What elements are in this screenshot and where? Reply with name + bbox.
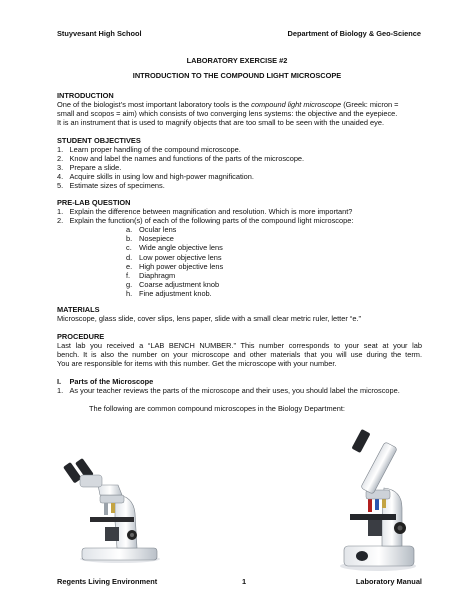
- list-item: c. Wide angle objective lens: [126, 243, 223, 253]
- list-item: 1. As your teacher reviews the parts of the microscope and their uses, you should label the microscope.: [57, 386, 400, 396]
- list-item: g. Coarse adjustment knob: [126, 279, 220, 289]
- parts-section: [57, 377, 422, 395]
- monocular-microscope-image: [322, 428, 427, 573]
- microscopes-caption: The following are common compound microscopes in the Biology Department:: [89, 404, 345, 413]
- footer-course: Regents Living Environment: [57, 577, 158, 586]
- objectives-section: [57, 136, 422, 191]
- introduction-heading: INTRODUCTION: [57, 91, 114, 100]
- list-item: e. High power objective lens: [126, 261, 224, 271]
- introduction-section: [57, 91, 422, 127]
- procedure-line-2: bench. It is also the number on your microscope and other materials that you will use during the term.: [57, 350, 422, 360]
- materials-section: [57, 305, 422, 323]
- list-item: 2. Know and label the names and functions of the parts of the microscope.: [57, 154, 305, 164]
- objectives-heading: STUDENT OBJECTIVES: [57, 136, 141, 145]
- exercise-title: LABORATORY EXERCISE #2: [186, 56, 288, 65]
- prelab-heading: PRE-LAB QUESTION: [57, 198, 131, 207]
- section-heading: I. Parts of the Microscope: [57, 377, 154, 386]
- objectives-list: [57, 145, 422, 190]
- procedure-line-3: You are responsible for items with this number. Get the microscope with your number.: [57, 359, 337, 369]
- header-school: Stuyvesant High School: [57, 29, 142, 38]
- list-item: 3. Prepare a slide.: [57, 163, 122, 173]
- binocular-microscope-image: [60, 455, 165, 565]
- list-item: f. Diaphragm: [126, 270, 176, 280]
- procedure-section: [57, 332, 422, 368]
- materials-heading: MATERIALS: [57, 305, 100, 314]
- list-item: 2. Explain the function(s) of each of the following parts of the compound light microscope:: [57, 216, 354, 226]
- term-compound-light-microscope: compound light microscope: [251, 100, 342, 110]
- header-department: Department of Biology & Geo-Science: [287, 29, 421, 38]
- introduction-line-1: One of the biologist’s most important laboratory tools is the compound light microscope (Greek: micron =: [57, 100, 399, 110]
- footer-manual: Laboratory Manual: [355, 577, 422, 586]
- list-item: 4. Acquire skills in using low and high-power magnification.: [57, 172, 254, 182]
- list-item: h. Fine adjustment knob.: [126, 288, 212, 298]
- list-item: b. Nosepiece: [126, 234, 174, 244]
- introduction-line-3: It is an instrument that is used to magnify objects that are too small to be seen with the unaided eye.: [57, 118, 385, 128]
- list-item: a. Ocular lens: [126, 225, 177, 235]
- exercise-subtitle: INTRODUCTION TO THE COMPOUND LIGHT MICROSCOPE: [132, 71, 342, 80]
- materials-text: Microscope, glass slide, cover slips, lens paper, slide with a small clear metric ruler, letter “e.”: [57, 314, 361, 324]
- procedure-line-1: Last lab you received a “LAB BENCH NUMBER.” This number corresponds to your seat at your lab: [57, 341, 422, 351]
- list-item: d. Low power objective lens: [126, 252, 222, 262]
- prelab-section: [57, 198, 422, 298]
- procedure-heading: PROCEDURE: [57, 332, 105, 341]
- introduction-line-2: small and scopos = aim) which consists of two converging lens systems: the objective and the eyepiece.: [57, 109, 398, 119]
- list-item: 5. Estimate sizes of specimens.: [57, 181, 165, 191]
- footer-page-number: 1: [242, 577, 247, 586]
- list-item: 1. Learn proper handling of the compound microscope.: [57, 145, 241, 155]
- list-item: 1. Explain the difference between magnification and resolution. Which is more important?: [57, 207, 353, 217]
